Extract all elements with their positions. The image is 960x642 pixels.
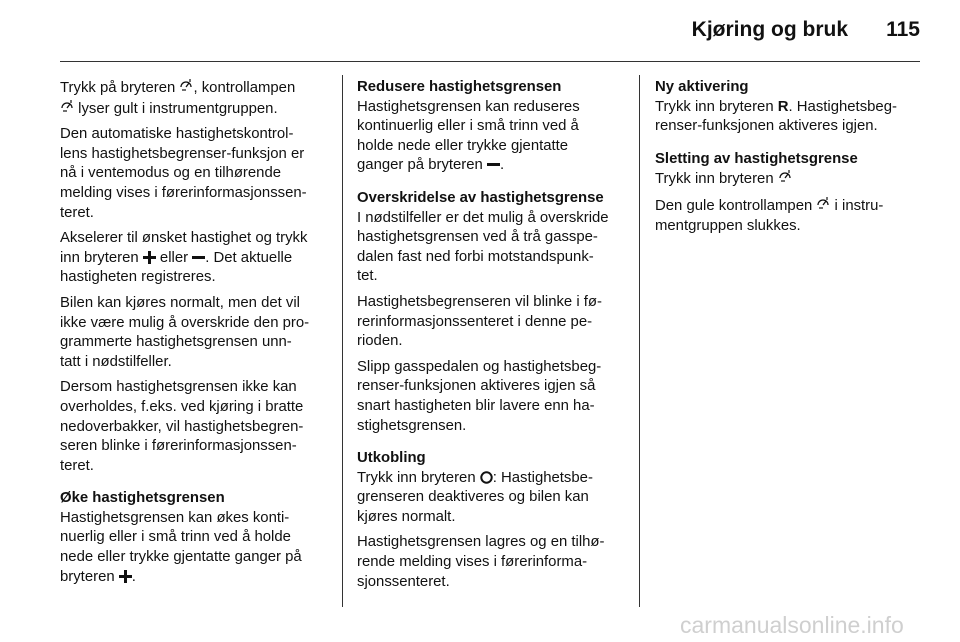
section-heading: Øke hastighetsgrensen: [60, 490, 225, 507]
paragraph: Hastighetsgrensen kan økes konti- nuerlig eller i små trinn ved å holde nede eller trykke gjentatte ganger på bryteren .: [60, 509, 302, 585]
paragraph: Trykk inn bryteren: [655, 169, 927, 190]
minus-icon: [487, 158, 500, 171]
paragraph: Trykk på bryteren , kontrollampen lyser gult i instrumentgruppen.: [60, 80, 296, 117]
paragraph: Dersom hastighetsgrensen ikke kan overholdes, f.eks. ved kjøring i bratte nedoverbakker, vil hastighetsbegren- seren blinke i førerinformasjonssen- teret.: [60, 379, 304, 474]
speed-limiter-icon: [778, 169, 792, 185]
column-2: [357, 78, 629, 598]
paragraph: Hastighetsgrensen lagres og en tilhø- rende melding vises i førerinforma- sjonssenteret.: [357, 534, 605, 590]
column-3: [655, 78, 927, 242]
paragraph: Bilen kan kjøres normalt, men det vil ikke være mulig å overskride den pro- grammerte hastighetsgrensen unn- tatt i nødstilfeller.: [60, 294, 310, 370]
header-title: Kjøring og bruk: [691, 18, 848, 41]
speed-limiter-icon: [60, 99, 74, 115]
section-heading: Sletting av hastighetsgrense: [655, 150, 858, 167]
paragraph: Slipp gasspedalen og hastighetsbeg- renser-funksjonen aktiveres igjen så snart hastigheten blir lavere enn ha- stighetsgrensen.: [357, 358, 602, 434]
watermark: carmanualsonline.info: [680, 612, 904, 638]
key-label: R: [777, 98, 789, 115]
section-heading: Redusere hastighetsgrensen: [357, 79, 562, 95]
paragraph: Hastighetsbegrenseren vil blinke i fø- rerinformasjonssenteret i denne pe- rioden.: [357, 293, 602, 350]
paragraph: Akselerer til ønsket hastighet og trykk inn bryteren eller . Det aktuelle hastigheten registreres.: [60, 230, 308, 286]
column-divider: [342, 75, 343, 607]
paragraph: Trykk inn bryteren : Hastighetsbe- grenseren deaktiveres og bilen kan kjøres normalt.: [357, 469, 593, 525]
column-divider: [639, 75, 640, 607]
paragraph: Den gule kontrollampen i instru- mentgruppen slukkes.: [655, 197, 884, 234]
circle-icon: [480, 471, 493, 484]
minus-icon: [192, 251, 205, 264]
plus-icon: [119, 570, 132, 583]
plus-icon: [143, 251, 156, 264]
header-rule: [60, 61, 920, 62]
section-heading: Overskridelse av hastighetsgrense: [357, 189, 604, 206]
paragraph: Den automatiske hastighetskontrol- lens hastighetsbegrenser-funksjon er nå i ventemodus og en tilhørende melding vises i førerinformasjonssen- teret.: [60, 126, 307, 221]
section-heading: Utkobling: [357, 450, 426, 467]
speed-limiter-icon: [179, 78, 193, 94]
column-1: [60, 78, 332, 593]
paragraph: I nødstilfeller er det mulig å overskride hastighetsgrensen ved å trå gasspe- dalen fast ned forbi motstandspunk- tet.: [357, 209, 609, 285]
page-number: 115: [886, 18, 920, 41]
speed-limiter-icon: [816, 196, 830, 212]
page-header: [0, 18, 960, 48]
section-heading: Ny aktivering: [655, 79, 749, 95]
paragraph: Hastighetsgrensen kan reduseres kontinuerlig eller i små trinn ved å holde nede eller trykke gjentatte ganger på bryteren .: [357, 98, 580, 174]
paragraph: Trykk inn bryteren R. Hastighetsbeg- renser-funksjonen aktiveres igjen.: [655, 98, 897, 135]
